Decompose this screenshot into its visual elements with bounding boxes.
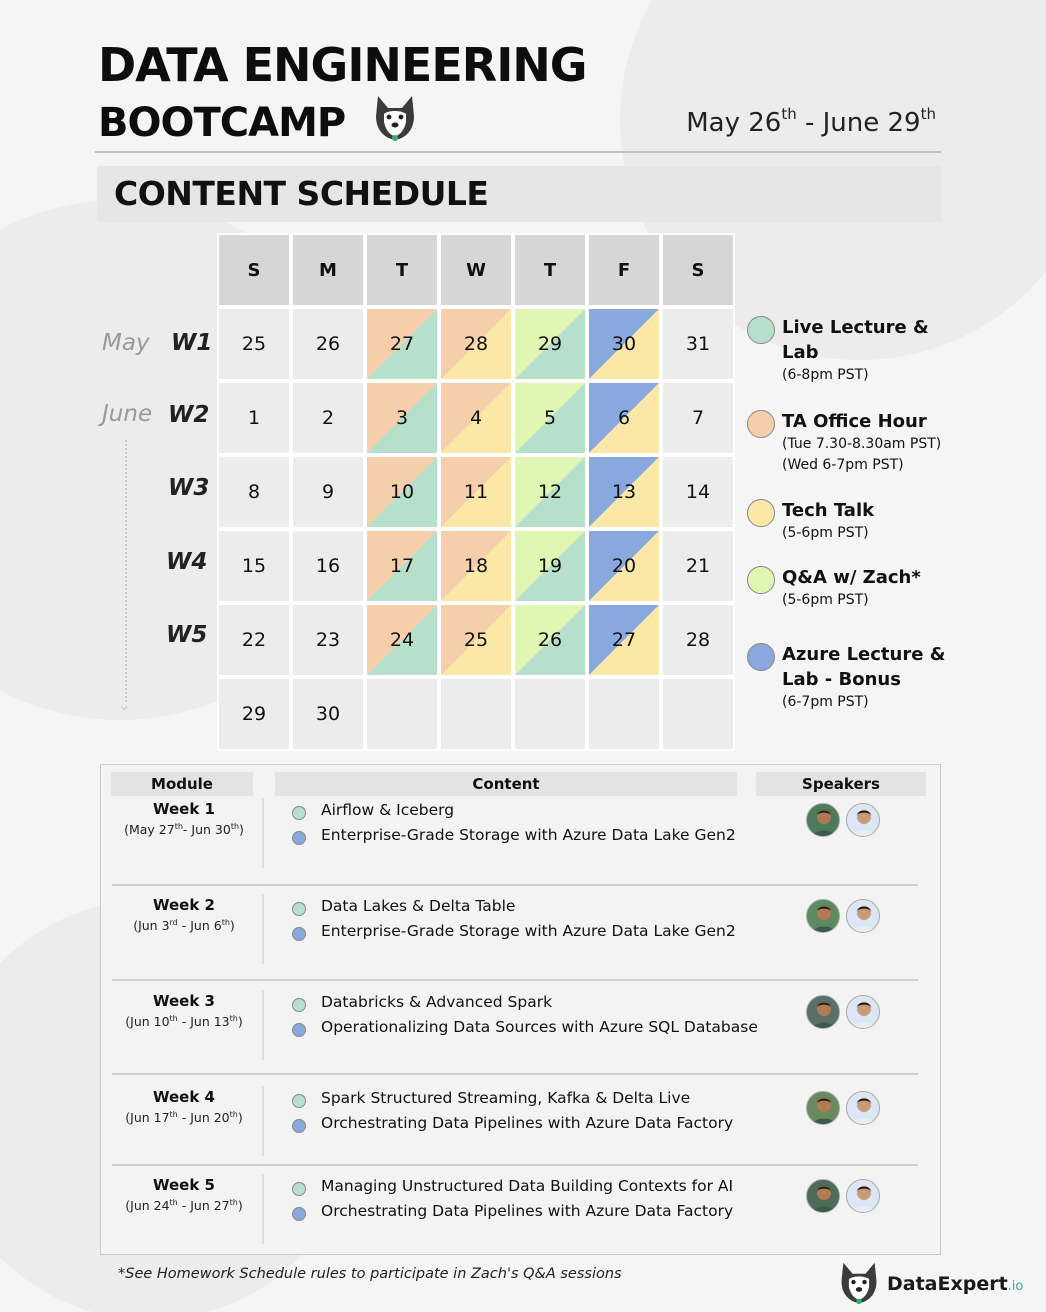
content-item: Operationalizing Data Sources with Azure SQL Database bbox=[321, 1018, 758, 1036]
brand-logo-icon bbox=[836, 1258, 882, 1308]
page-title: DATA ENGINEERING bbox=[98, 38, 587, 92]
calendar-day-number: 16 bbox=[315, 555, 341, 577]
content-item: Data Lakes & Delta Table bbox=[321, 897, 516, 915]
calendar-day-number: 25 bbox=[463, 629, 489, 651]
calendar-day bbox=[587, 677, 661, 751]
day-header-label: F bbox=[617, 259, 631, 281]
row-separator bbox=[112, 884, 918, 886]
calendar-day-number: 28 bbox=[685, 629, 711, 651]
calendar-day bbox=[661, 381, 735, 455]
blue-bullet-icon bbox=[292, 927, 306, 941]
brand-name: DataExpert.io bbox=[887, 1273, 1024, 1295]
day-header bbox=[217, 233, 291, 307]
legend-title: TA Office Hour bbox=[782, 411, 927, 432]
row-separator bbox=[112, 1164, 918, 1166]
calendar-day-number: 7 bbox=[691, 407, 705, 429]
row-divider bbox=[262, 894, 264, 964]
speaker-avatar bbox=[806, 803, 840, 837]
content-item: Orchestrating Data Pipelines with Azure Data Factory bbox=[321, 1202, 734, 1220]
calendar-day-number bbox=[441, 679, 511, 749]
content-item: Airflow & Iceberg bbox=[321, 801, 455, 819]
speaker-avatar bbox=[846, 803, 880, 837]
blue-bullet-icon bbox=[292, 1207, 306, 1221]
week-label: W4 bbox=[166, 549, 208, 575]
calendar-day bbox=[439, 677, 513, 751]
speaker-avatar bbox=[806, 1091, 840, 1125]
module-week: Week 3 bbox=[153, 992, 215, 1010]
day-header-label: S bbox=[691, 259, 705, 281]
legend-item bbox=[782, 498, 952, 544]
calendar-day-number: 6 bbox=[617, 407, 631, 429]
calendar-day-number: 17 bbox=[389, 555, 415, 577]
calendar-day bbox=[365, 455, 439, 529]
calendar-day-number: 19 bbox=[537, 555, 563, 577]
content-item: Enterprise-Grade Storage with Azure Data Lake Gen2 bbox=[321, 826, 736, 844]
page-subtitle: BOOTCAMP bbox=[98, 100, 346, 146]
content-item: Orchestrating Data Pipelines with Azure Data Factory bbox=[321, 1114, 734, 1132]
speaker-avatar bbox=[846, 899, 880, 933]
calendar-day-number: 26 bbox=[537, 629, 563, 651]
day-header bbox=[291, 233, 365, 307]
green-bullet-icon bbox=[292, 1094, 306, 1108]
calendar-day bbox=[365, 529, 439, 603]
module-date-range: (May 27th- Jun 30th) bbox=[124, 822, 244, 837]
legend-title: Azure Lecture & bbox=[782, 644, 946, 665]
content-item: Enterprise-Grade Storage with Azure Data Lake Gen2 bbox=[321, 922, 736, 940]
legend-time: (6-8pm PST) bbox=[782, 367, 869, 383]
calendar-grid bbox=[217, 233, 735, 749]
calendar-day bbox=[217, 381, 291, 455]
calendar-day-number: 30 bbox=[611, 333, 637, 355]
content-item: Databricks & Advanced Spark bbox=[321, 993, 553, 1011]
day-header-label: W bbox=[466, 259, 486, 281]
calendar-day bbox=[217, 307, 291, 381]
calendar-day-number: 10 bbox=[389, 481, 415, 503]
legend-item bbox=[782, 642, 952, 713]
calendar-day-number: 27 bbox=[611, 629, 637, 651]
calendar-day-number: 23 bbox=[315, 629, 341, 651]
content-item: Spark Structured Streaming, Kafka & Delta Live bbox=[321, 1089, 691, 1107]
orange-dot-icon bbox=[747, 410, 775, 438]
calendar-day bbox=[291, 529, 365, 603]
row-divider bbox=[262, 1086, 264, 1156]
legend-title: Live Lecture & bbox=[782, 317, 929, 338]
module-date-range: (Jun 17th - Jun 20th) bbox=[125, 1110, 243, 1125]
green-bullet-icon bbox=[292, 998, 306, 1012]
calendar-day-number: 1 bbox=[247, 407, 261, 429]
calendar-day bbox=[439, 603, 513, 677]
calendar-day-number: 28 bbox=[463, 333, 489, 355]
week-label: W2 bbox=[168, 402, 210, 428]
calendar-day-number bbox=[367, 679, 437, 749]
calendar-day bbox=[439, 307, 513, 381]
calendar-day bbox=[513, 381, 587, 455]
calendar-day-number: 27 bbox=[389, 333, 415, 355]
calendar-day bbox=[439, 381, 513, 455]
calendar-day bbox=[661, 529, 735, 603]
calendar-day bbox=[291, 307, 365, 381]
column-header-speakers: Speakers bbox=[756, 772, 926, 796]
calendar-day-number: 30 bbox=[315, 703, 341, 725]
calendar-day-number: 3 bbox=[395, 407, 409, 429]
legend-time: (5-6pm PST) bbox=[782, 525, 869, 541]
calendar-day-number: 5 bbox=[543, 407, 557, 429]
calendar-day-number: 25 bbox=[241, 333, 267, 355]
yellow-dot-icon bbox=[747, 499, 775, 527]
calendar-day-number: 9 bbox=[321, 481, 335, 503]
row-divider bbox=[262, 990, 264, 1060]
row-separator bbox=[112, 1073, 918, 1075]
calendar-day bbox=[587, 455, 661, 529]
speaker-avatar bbox=[846, 1091, 880, 1125]
legend-title: Tech Talk bbox=[782, 500, 875, 521]
day-header bbox=[587, 233, 661, 307]
calendar-day-number: 22 bbox=[241, 629, 267, 651]
legend-time: (Wed 6-7pm PST) bbox=[782, 457, 904, 473]
section-title: CONTENT SCHEDULE bbox=[114, 174, 489, 213]
week-label: W1 bbox=[171, 330, 213, 356]
calendar-day-number: 14 bbox=[685, 481, 711, 503]
calendar-day bbox=[217, 677, 291, 751]
calendar-day-number: 24 bbox=[389, 629, 415, 651]
green-bullet-icon bbox=[292, 806, 306, 820]
day-header-label: T bbox=[395, 259, 409, 281]
calendar-day-number: 29 bbox=[537, 333, 563, 355]
month-label-may: May bbox=[102, 330, 150, 356]
speaker-avatar bbox=[806, 995, 840, 1029]
speaker-avatar bbox=[806, 899, 840, 933]
calendar-day bbox=[217, 529, 291, 603]
green-dot-icon bbox=[747, 316, 775, 344]
calendar-day bbox=[513, 677, 587, 751]
date-range: May 26th - June 29th bbox=[686, 105, 936, 138]
green-bullet-icon bbox=[292, 902, 306, 916]
husky-logo-icon bbox=[370, 92, 420, 144]
week-label: W5 bbox=[166, 622, 208, 648]
calendar-day bbox=[291, 381, 365, 455]
day-header-label: T bbox=[543, 259, 557, 281]
calendar-day-number: 18 bbox=[463, 555, 489, 577]
speaker-avatar bbox=[846, 995, 880, 1029]
blue-bullet-icon bbox=[292, 1119, 306, 1133]
content-item: Managing Unstructured Data Building Contexts for AI bbox=[321, 1177, 734, 1195]
calendar-day-number: 15 bbox=[241, 555, 267, 577]
speaker-avatar bbox=[846, 1179, 880, 1213]
legend-title: Lab bbox=[782, 342, 819, 363]
calendar-day-number: 26 bbox=[315, 333, 341, 355]
day-header bbox=[439, 233, 513, 307]
legend-time: (6-7pm PST) bbox=[782, 694, 869, 710]
month-label-june: June bbox=[102, 401, 153, 427]
calendar-day-number: 11 bbox=[463, 481, 489, 503]
speaker-avatar bbox=[806, 1179, 840, 1213]
calendar-day-number: 2 bbox=[321, 407, 335, 429]
lime-dot-icon bbox=[747, 566, 775, 594]
blue-dot-icon bbox=[747, 643, 775, 671]
calendar-day-number bbox=[663, 679, 733, 749]
calendar-day bbox=[365, 677, 439, 751]
calendar-day-number: 13 bbox=[611, 481, 637, 503]
calendar-day bbox=[513, 603, 587, 677]
column-header-content: Content bbox=[275, 772, 737, 796]
calendar-day-number: 20 bbox=[611, 555, 637, 577]
green-bullet-icon bbox=[292, 1182, 306, 1196]
legend-item bbox=[782, 315, 952, 386]
calendar-day bbox=[587, 529, 661, 603]
module-week: Week 1 bbox=[153, 800, 215, 818]
calendar-day bbox=[217, 603, 291, 677]
calendar-day bbox=[291, 603, 365, 677]
header-divider bbox=[95, 151, 941, 153]
day-header bbox=[661, 233, 735, 307]
column-header-module: Module bbox=[111, 772, 253, 796]
calendar-day bbox=[661, 307, 735, 381]
calendar-day bbox=[291, 455, 365, 529]
calendar-day bbox=[513, 307, 587, 381]
row-divider bbox=[262, 798, 264, 868]
calendar-day bbox=[217, 455, 291, 529]
calendar-day bbox=[587, 603, 661, 677]
day-header bbox=[365, 233, 439, 307]
row-divider bbox=[262, 1174, 264, 1244]
calendar-day bbox=[439, 529, 513, 603]
day-header-label: M bbox=[319, 259, 337, 281]
calendar-day-number: 29 bbox=[241, 703, 267, 725]
blue-bullet-icon bbox=[292, 831, 306, 845]
calendar-day-number bbox=[515, 679, 585, 749]
legend-time: (Tue 7.30-8.30am PST) bbox=[782, 436, 942, 452]
calendar-day bbox=[587, 307, 661, 381]
calendar-day bbox=[513, 529, 587, 603]
module-date-range: (Jun 3rd - Jun 6th) bbox=[133, 918, 235, 933]
calendar-day bbox=[365, 381, 439, 455]
calendar-day-number bbox=[589, 679, 659, 749]
calendar-day bbox=[365, 307, 439, 381]
module-week: Week 4 bbox=[153, 1088, 215, 1106]
calendar-day-number: 21 bbox=[685, 555, 711, 577]
legend-title: Q&A w/ Zach* bbox=[782, 567, 921, 588]
calendar-day bbox=[661, 455, 735, 529]
week-label: W3 bbox=[168, 475, 210, 501]
calendar-day-number: 8 bbox=[247, 481, 261, 503]
calendar-day-number: 12 bbox=[537, 481, 563, 503]
legend-item bbox=[782, 565, 952, 611]
calendar-day bbox=[439, 455, 513, 529]
calendar-day bbox=[587, 381, 661, 455]
day-header-label: S bbox=[247, 259, 261, 281]
calendar-day bbox=[365, 603, 439, 677]
legend-item bbox=[782, 409, 952, 476]
timeline-arrow bbox=[125, 440, 127, 702]
legend-title: Lab - Bonus bbox=[782, 669, 901, 690]
footnote: *See Homework Schedule rules to participate in Zach's Q&A sessions bbox=[118, 1266, 622, 1282]
calendar-day-number: 31 bbox=[685, 333, 711, 355]
day-header bbox=[513, 233, 587, 307]
calendar-day bbox=[291, 677, 365, 751]
module-week: Week 5 bbox=[153, 1176, 215, 1194]
module-date-range: (Jun 10th - Jun 13th) bbox=[125, 1014, 243, 1029]
calendar-day bbox=[513, 455, 587, 529]
legend-time: (5-6pm PST) bbox=[782, 592, 869, 608]
calendar-day bbox=[661, 603, 735, 677]
blue-bullet-icon bbox=[292, 1023, 306, 1037]
module-week: Week 2 bbox=[153, 896, 215, 914]
calendar-day-number: 4 bbox=[469, 407, 483, 429]
chevron-down-icon: ⌄ bbox=[118, 696, 131, 714]
calendar-day bbox=[661, 677, 735, 751]
module-date-range: (Jun 24th - Jun 27th) bbox=[125, 1198, 243, 1213]
row-separator bbox=[112, 979, 918, 981]
